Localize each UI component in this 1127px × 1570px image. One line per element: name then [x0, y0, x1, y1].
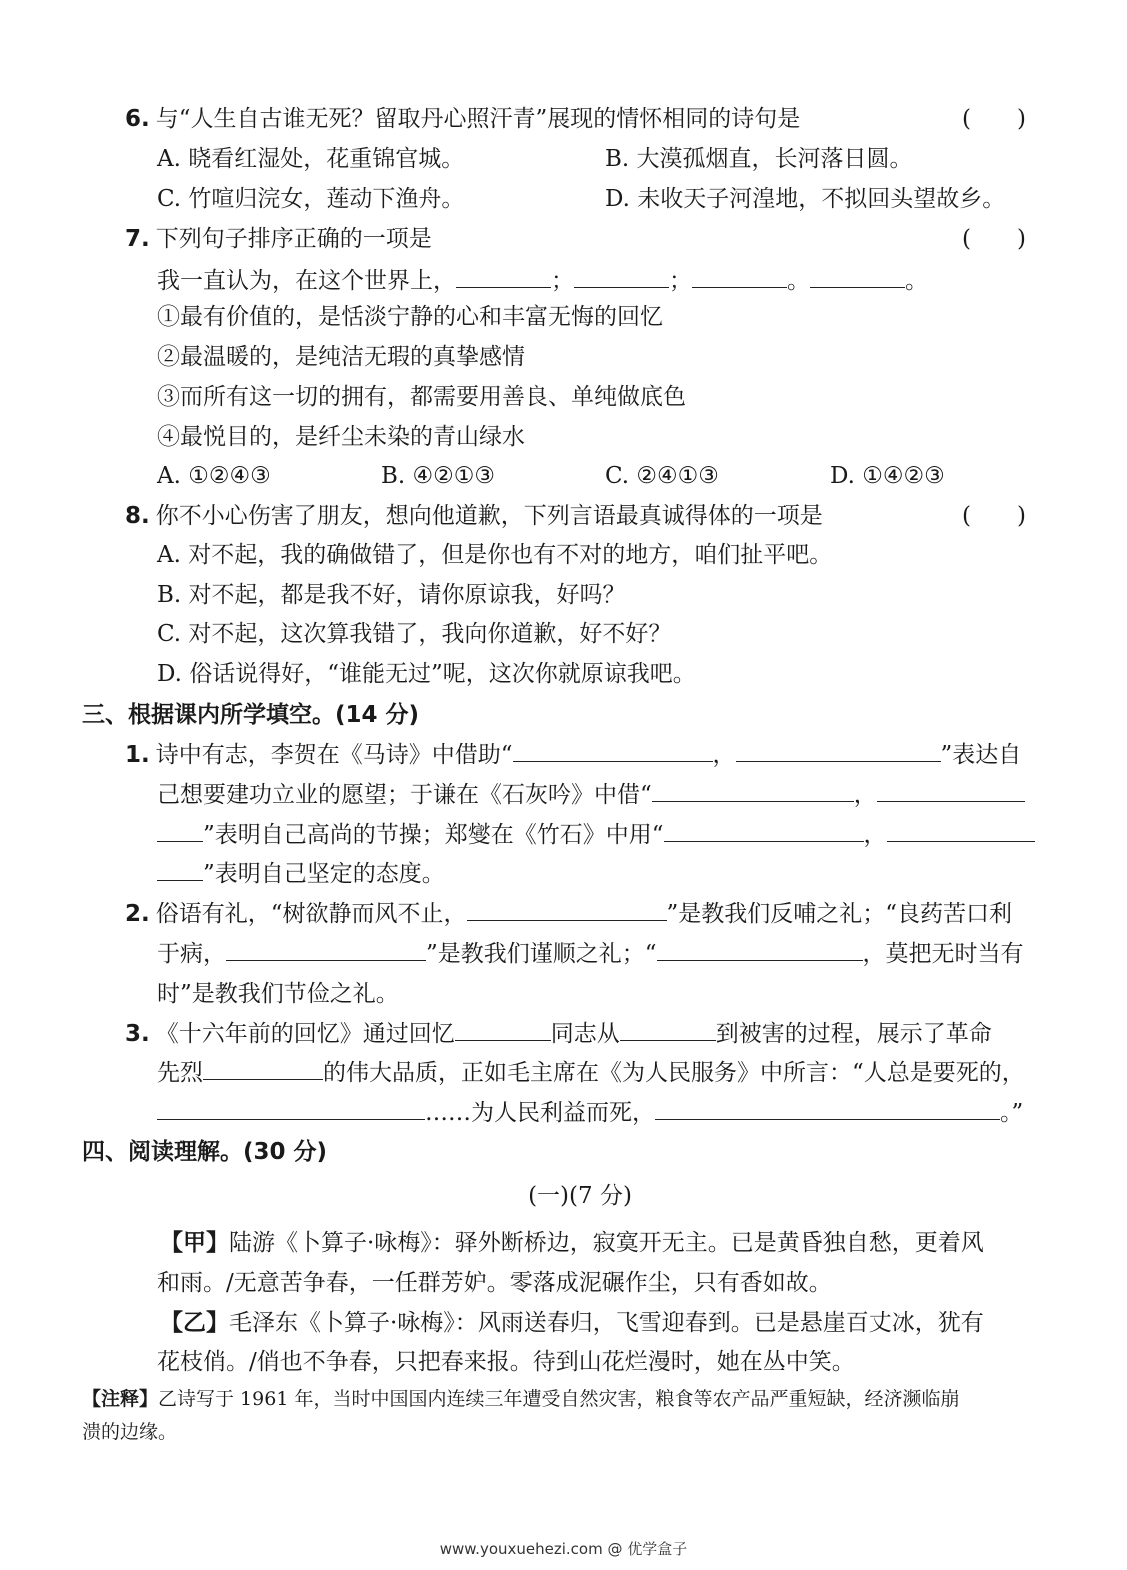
- s3-q2-text-2b: ”是教我们谨顺之礼；“: [426, 941, 657, 967]
- q7-sep-4: 。: [905, 268, 928, 294]
- s3-q1-line-2: [157, 780, 1025, 810]
- q7-item-3: ③而所有这一切的拥有，都需要用善良、单纯做底色: [157, 384, 686, 410]
- s3-q3-number: 3.: [125, 1021, 150, 1047]
- q8-option-c[interactable]: C. 对不起，这次算我错了，我向你道歉，好不好？: [157, 621, 672, 647]
- s3-q2-number: 2.: [125, 901, 150, 927]
- s3-q1-text-4a: ”表明自己坚定的态度。: [203, 861, 445, 887]
- s3-q1-line-3: [157, 820, 1035, 850]
- s3-q2-line-2: [157, 939, 1024, 969]
- s3-q3-line-2: [157, 1058, 1025, 1088]
- q7-answer-paren[interactable]: ( ): [962, 226, 1026, 252]
- q8-option-d[interactable]: D. 俗话说得好，“谁能无过”呢，这次你就原谅我吧。: [157, 661, 696, 687]
- s3-q1-text-3a: ”表明自己高尚的节操；郑燮在《竹石》中用“: [203, 822, 664, 848]
- q8-number: 8.: [125, 503, 150, 529]
- poem-yi-line-2: 花枝俏。/俏也不争春，只把春来报。待到山花烂漫时，她在丛中笑。: [157, 1349, 855, 1375]
- poem-jia-line-1: [160, 1228, 984, 1258]
- s3-q3-text-2b: 的伟大品质，正如毛主席在《为人民服务》中所言：“人总是要死的，: [323, 1060, 1025, 1086]
- q6-number: 6.: [125, 106, 150, 132]
- s3-q1-blank-4b[interactable]: [157, 821, 203, 842]
- q6-option-b[interactable]: B. 大漠孤烟直，长河落日圆。: [605, 146, 913, 172]
- q6-option-d[interactable]: D. 未收天子河湟地，不拟回头望故乡。: [605, 186, 1006, 212]
- poem-yi-line-1: [160, 1308, 984, 1338]
- q7-option-c[interactable]: C. ②④①③: [605, 463, 719, 489]
- q8-stem-line: [125, 501, 823, 531]
- q7-sep-2: ；: [669, 268, 692, 294]
- s3-q2-text-2a: 于病，: [157, 941, 226, 967]
- s3-q1-text-1a: 诗中有志，李贺在《马诗》中借助“: [155, 742, 513, 768]
- s3-q1-line-4: [157, 859, 445, 889]
- s3-q2-blank-2[interactable]: [226, 940, 426, 961]
- q7-blank-4[interactable]: [810, 267, 905, 288]
- note-line-2: 溃的边缘。: [82, 1421, 178, 1443]
- poem-jia-line-2: 和雨。/无意苦争春，一任群芳妒。零落成泥碾作尘，只有香如故。: [157, 1270, 832, 1296]
- s3-q3-blank-5[interactable]: [655, 1099, 1000, 1120]
- s3-q1-blank-3[interactable]: [652, 781, 854, 802]
- s3-q1-blank-5[interactable]: [664, 821, 864, 842]
- s3-q3-line-3: [157, 1098, 1023, 1128]
- poem-yi-text-1: 毛泽东《卜算子·咏梅》：风雨送春归，飞雪迎春到。已是悬崖百丈冰，犹有: [229, 1310, 984, 1336]
- s3-q3-text-1b: 同志从: [550, 1021, 620, 1047]
- s3-q3-text-1a: 《十六年前的回忆》通过回忆: [155, 1021, 455, 1047]
- s3-q2-blank-3[interactable]: [657, 940, 863, 961]
- q6-answer-paren[interactable]: ( ): [962, 106, 1026, 132]
- q6-option-c[interactable]: C. 竹喧归浣女，莲动下渔舟。: [157, 186, 465, 212]
- q7-blank-1[interactable]: [456, 267, 551, 288]
- s3-q2-text-1b: ”是教我们反哺之礼；“良药苦口利: [666, 901, 1013, 927]
- s3-q3-blank-1[interactable]: [455, 1020, 551, 1041]
- note-label: 【注释】: [82, 1388, 159, 1410]
- s3-q1-blank-6b[interactable]: [157, 860, 203, 881]
- s3-q3-text-1c: 到被害的过程，展示了革命: [715, 1021, 992, 1047]
- q7-blank-3[interactable]: [692, 267, 787, 288]
- s3-q3-blank-3[interactable]: [203, 1059, 323, 1080]
- q8-option-b[interactable]: B. 对不起，都是我不好，请你原谅我，好吗？: [157, 582, 626, 608]
- s3-q1-blank-1[interactable]: [513, 741, 713, 762]
- q8-stem: 你不小心伤害了朋友，想向他道歉，下列言语最真诚得体的一项是: [155, 503, 823, 529]
- s3-q1-text-2b: ，: [853, 782, 877, 808]
- q7-lead: 我一直认为，在这个世界上，: [157, 268, 456, 294]
- s3-q2-text-2c: ，莫把无时当有: [862, 941, 1024, 967]
- s3-q3-text-3a: ……为人民利益而死，: [425, 1100, 655, 1126]
- s3-q2-blank-1[interactable]: [467, 900, 667, 921]
- q7-blank-2[interactable]: [574, 267, 669, 288]
- s3-q1-blank-4a[interactable]: [877, 781, 1025, 802]
- s3-q2-text-1a: 俗语有礼，“树欲静而风不止，: [155, 901, 467, 927]
- q7-item-2: ②最温暖的，是纯洁无瑕的真挚感情: [157, 344, 525, 370]
- q7-sep-3: 。: [787, 268, 810, 294]
- q7-stem: 下列句子排序正确的一项是: [155, 226, 432, 252]
- s3-q2-line-3: 时”是教我们节俭之礼。: [157, 981, 399, 1007]
- q7-option-a[interactable]: A. ①②④③: [157, 463, 271, 489]
- s3-q3-text-2a: 先烈: [157, 1060, 203, 1086]
- s3-q1-text-3b: ，: [863, 822, 887, 848]
- note-line-1: [82, 1385, 959, 1413]
- q7-option-b[interactable]: B. ④②①③: [381, 463, 496, 489]
- s3-q1-blank-6a[interactable]: [887, 821, 1035, 842]
- q7-number: 7.: [125, 226, 150, 252]
- q6-option-a[interactable]: A. 晓看红湿处，花重锦官城。: [157, 146, 465, 172]
- s3-q1-text-1c: ”表达自: [940, 742, 1022, 768]
- s3-q3-line-1: [125, 1019, 992, 1049]
- note-text-1: 乙诗写于 1961 年，当时中国国内连续三年遭受自然灾害，粮食等农产品严重短缺，经济濒临崩: [158, 1388, 960, 1410]
- s3-q2-line-1: [125, 899, 1012, 929]
- q7-stem-line: [125, 224, 432, 254]
- q7-item-4: ④最悦目的，是纤尘未染的青山绿水: [157, 424, 525, 450]
- s3-q3-text-3b: 。”: [1000, 1100, 1024, 1126]
- q7-option-d[interactable]: D. ①④②③: [830, 463, 945, 489]
- s3-q1-text-2a: 己想要建功立业的愿望；于谦在《石灰吟》中借“: [157, 782, 652, 808]
- s3-q1-text-1b: ，: [712, 742, 736, 768]
- footer-watermark: www.youxuehezi.com @ 优学盒子: [439, 1540, 688, 1558]
- q7-sep-1: ；: [551, 268, 574, 294]
- q6-stem: 与“人生自古谁无死？留取丹心照汗青”展现的情怀相同的诗句是: [155, 106, 801, 132]
- q7-sentence: [157, 266, 928, 296]
- q7-item-1: ①最有价值的，是恬淡宁静的心和丰富无悔的回忆: [157, 304, 663, 330]
- s3-q3-blank-2[interactable]: [620, 1020, 716, 1041]
- poem-jia-label: 【甲】: [160, 1230, 229, 1256]
- section3-title: 三、根据课内所学填空。(14 分): [82, 702, 420, 728]
- q8-option-a[interactable]: A. 对不起，我的确做错了，但是你也有不对的地方，咱们扯平吧。: [157, 542, 833, 568]
- section4-title: 四、阅读理解。(30 分): [82, 1139, 328, 1165]
- poem-jia-text-1: 陆游《卜算子·咏梅》：驿外断桥边，寂寞开无主。已是黄昏独自愁，更着风: [229, 1230, 984, 1256]
- q6-stem-line: [125, 104, 800, 134]
- section4-subtitle: (一)(7 分): [528, 1183, 632, 1209]
- q8-answer-paren[interactable]: ( ): [962, 503, 1026, 529]
- s3-q1-number: 1.: [125, 742, 150, 768]
- s3-q3-blank-4[interactable]: [157, 1099, 425, 1120]
- poem-yi-label: 【乙】: [160, 1310, 229, 1336]
- s3-q1-blank-2[interactable]: [736, 741, 941, 762]
- s3-q1-line-1: [125, 740, 1021, 770]
